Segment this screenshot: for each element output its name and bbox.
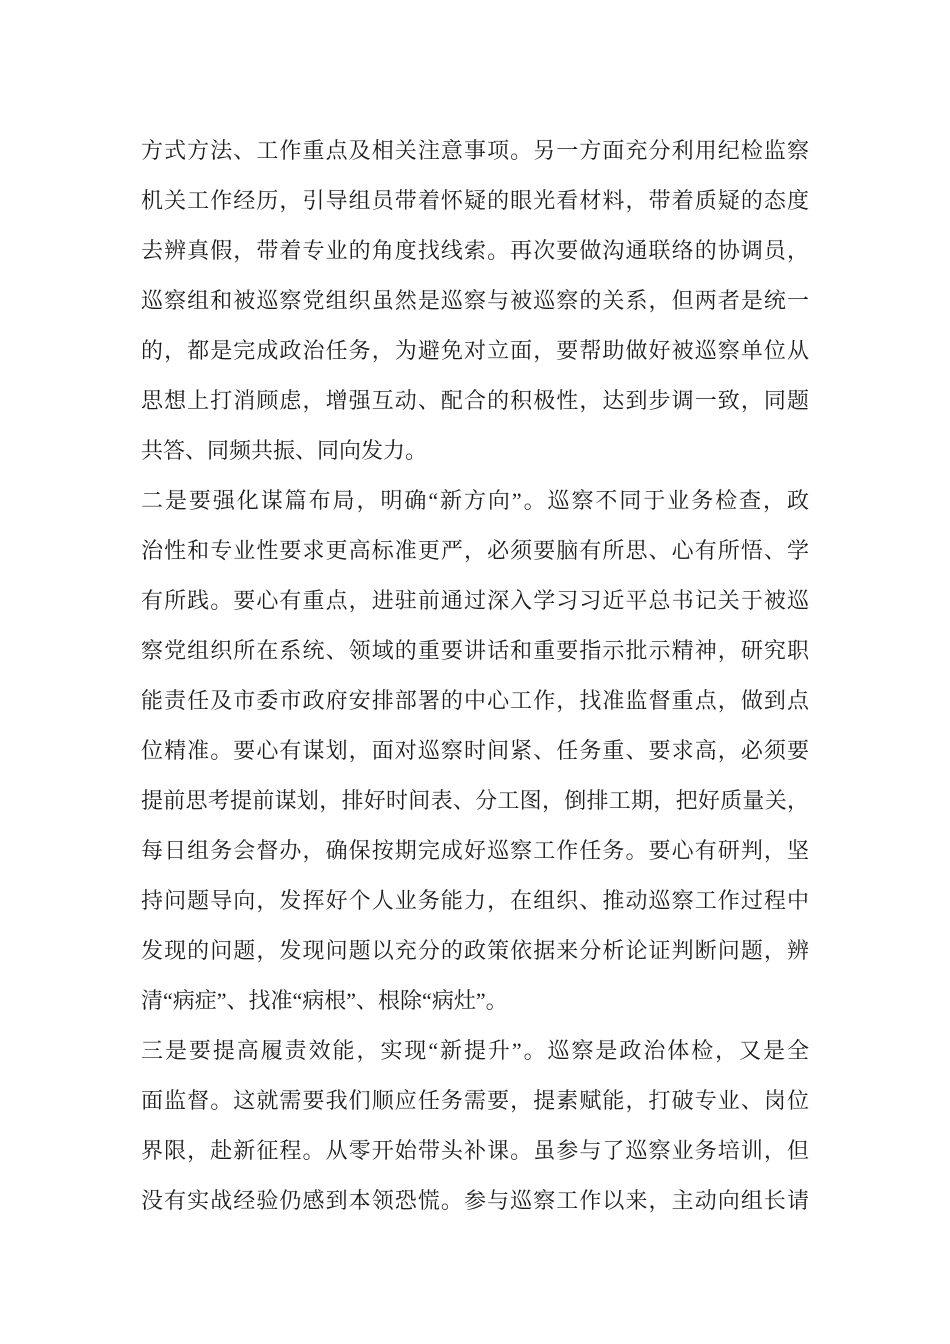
text-line: 共答、同频共振、同向发力。	[141, 438, 428, 463]
text-line: 每日组务会督办，确保按期完成好巡察工作任务。要心有研判，坚	[141, 838, 809, 863]
text-line: 二是要强化谋篇布局，明确“新方向”。巡察不同于业务检查，政	[141, 488, 809, 513]
text-line: 巡察组和被巡察党组织虽然是巡察与被巡察的关系，但两者是统一	[141, 288, 809, 313]
document-text-block	[141, 126, 809, 1226]
text-line: 能责任及市委市政府安排部署的中心工作，找准监督重点，做到点	[141, 688, 809, 713]
text-line: 没有实战经验仍感到本领恐慌。参与巡察工作以来，主动向组长请	[141, 1188, 809, 1213]
text-line: 界限，赴新征程。从零开始带头补课。虽参与了巡察业务培训，但	[141, 1138, 809, 1163]
text-line: 持问题导向，发挥好个人业务能力，在组织、推动巡察工作过程中	[141, 888, 809, 913]
text-line: 清“病症”、找准“病根”、根除“病灶”。	[141, 988, 508, 1013]
text-line: 三是要提高履责效能，实现“新提升”。巡察是政治体检，又是全	[141, 1038, 809, 1063]
text-line: 面监督。这就需要我们顺应任务需要，提素赋能，打破专业、岗位	[141, 1088, 809, 1113]
text-line: 位精准。要心有谋划，面对巡察时间紧、任务重、要求高，必须要	[141, 738, 809, 763]
text-line: 方式方法、工作重点及相关注意事项。另一方面充分利用纪检监察	[141, 138, 809, 163]
text-line: 察党组织所在系统、领域的重要讲话和重要指示批示精神，研究职	[141, 638, 809, 663]
text-line: 的，都是完成政治任务，为避免对立面，要帮助做好被巡察单位从	[141, 338, 809, 363]
text-line: 思想上打消顾虑，增强互动、配合的积极性，达到步调一致，同题	[141, 388, 809, 413]
text-line: 发现的问题，发现问题以充分的政策依据来分析论证判断问题，辨	[141, 938, 809, 963]
text-line: 机关工作经历，引导组员带着怀疑的眼光看材料，带着质疑的态度	[141, 188, 809, 213]
text-line: 去辨真假，带着专业的角度找线索。再次要做沟通联络的协调员，	[141, 238, 809, 263]
text-line: 提前思考提前谋划，排好时间表、分工图，倒排工期，把好质量关，	[141, 788, 809, 813]
text-line: 有所践。要心有重点，进驻前通过深入学习习近平总书记关于被巡	[141, 588, 809, 613]
text-line: 治性和专业性要求更高标准更严，必须要脑有所思、心有所悟、学	[141, 538, 809, 563]
